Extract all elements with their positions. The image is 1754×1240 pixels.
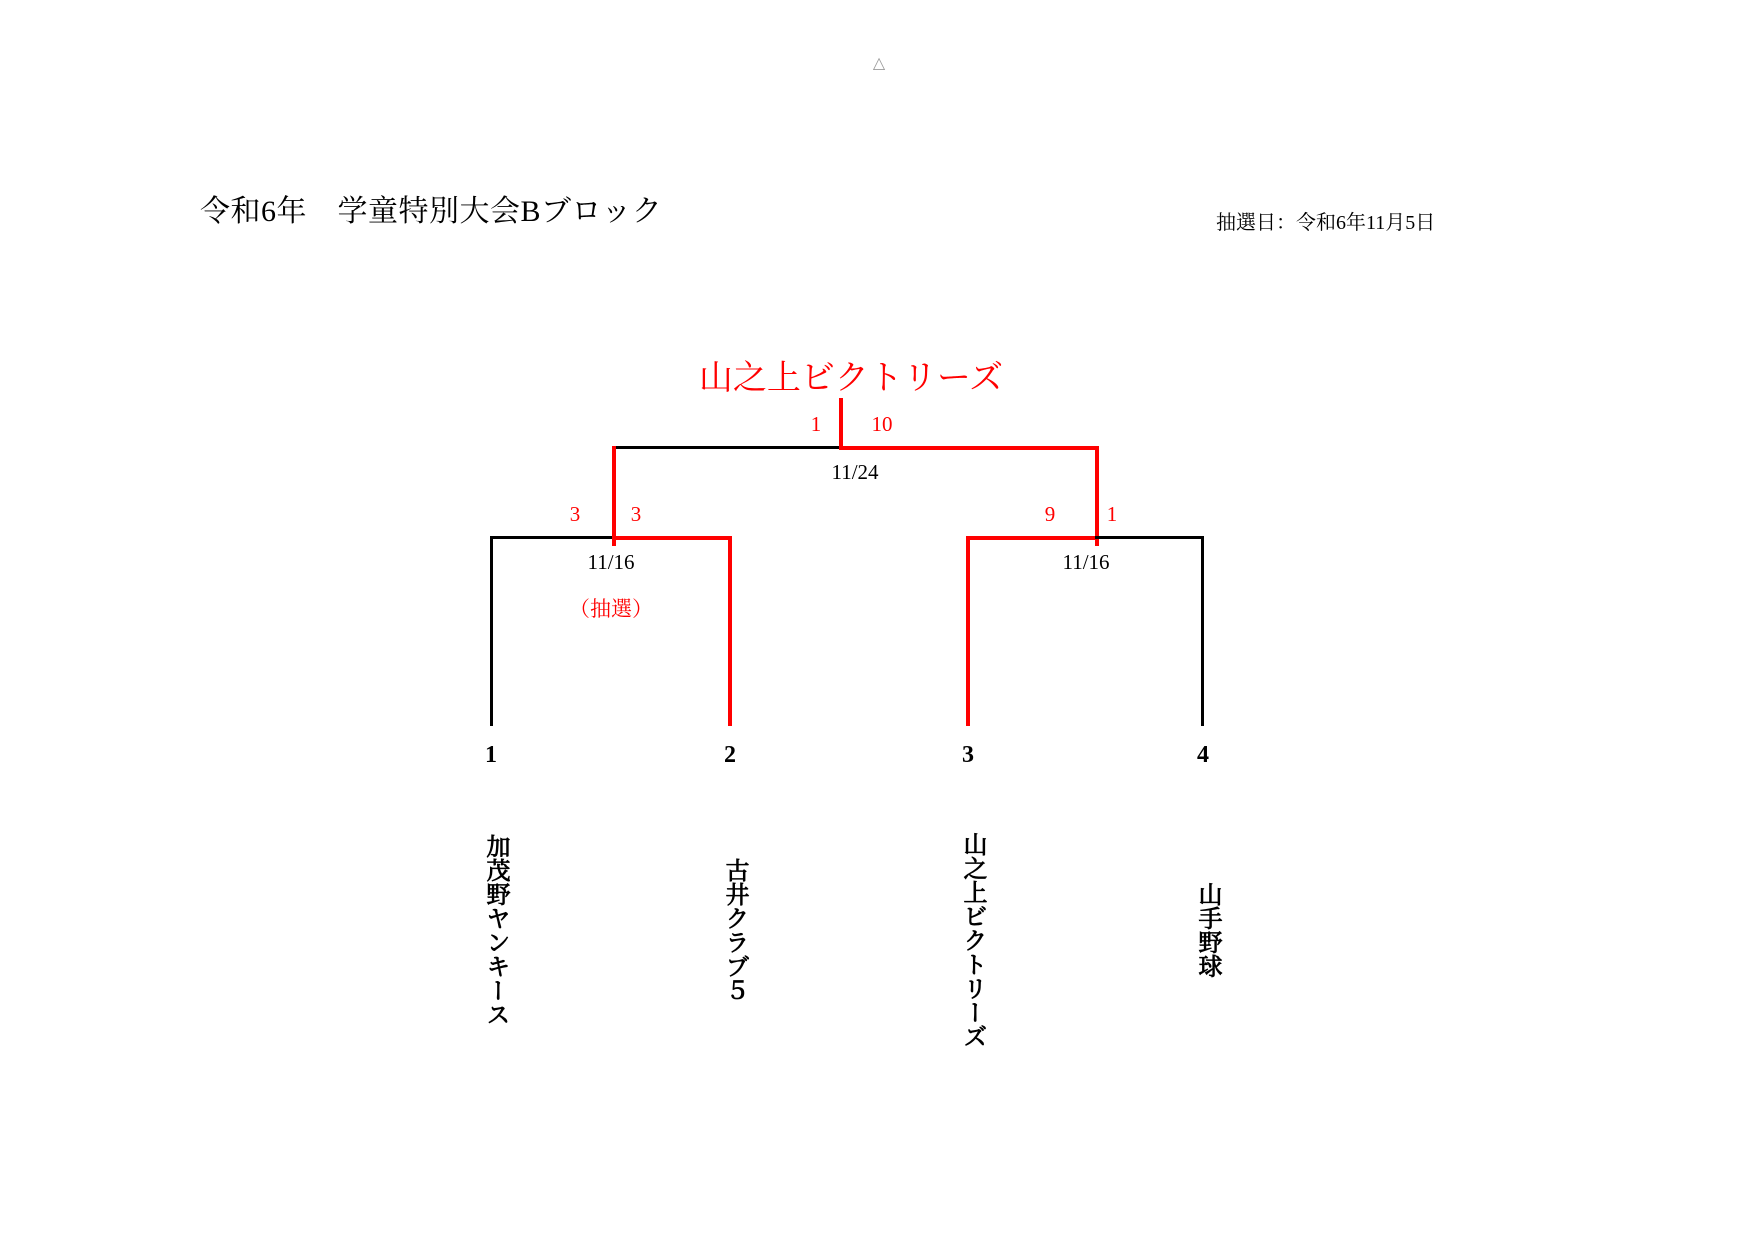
page-title: 令和6年 学童特別大会Bブロック bbox=[200, 195, 663, 228]
final-winner-stem bbox=[839, 398, 843, 448]
semifinal2-right-score: 1 bbox=[1106, 502, 1118, 526]
final-right-score: 10 bbox=[871, 412, 893, 436]
semifinal2-left-leg bbox=[966, 536, 970, 726]
final-left-score: 1 bbox=[810, 412, 822, 436]
team-seed-3: 3 bbox=[962, 742, 974, 768]
semifinal1-crossbar-right bbox=[612, 536, 732, 540]
semifinal1-note: （抽選） bbox=[569, 597, 653, 621]
page-top-marker-icon: △ bbox=[872, 55, 886, 72]
semifinal1-left-leg bbox=[490, 536, 493, 726]
semifinal2-crossbar-right bbox=[1095, 536, 1204, 539]
semifinal1-left-score: 3 bbox=[569, 502, 581, 526]
semifinal2-right-leg bbox=[1201, 536, 1204, 726]
team-name-3: 山之上ビクトリーズ bbox=[959, 832, 985, 1048]
team-seed-4: 4 bbox=[1197, 742, 1209, 768]
semifinal2-date: 11/16 bbox=[1062, 550, 1110, 574]
final-date: 11/24 bbox=[831, 460, 879, 484]
semifinal2-crossbar-left bbox=[966, 536, 1099, 540]
team-name-1: 加茂野ヤンキース bbox=[482, 834, 508, 1026]
semifinal1-right-leg bbox=[728, 536, 732, 726]
final-crossbar-left bbox=[612, 446, 842, 449]
semifinal2-left-score: 9 bbox=[1044, 502, 1056, 526]
semifinal1-crossbar-left bbox=[490, 536, 614, 539]
team-seed-1: 1 bbox=[485, 742, 497, 768]
final-left-drop bbox=[612, 446, 616, 546]
team-name-2: 古井クラブ５ bbox=[721, 858, 747, 1002]
champion-label: 山之上ビクトリーズ bbox=[698, 360, 1004, 397]
draw-date-label: 抽選日：令和6年11月5日 bbox=[1216, 212, 1436, 234]
semifinal1-date: 11/16 bbox=[587, 550, 635, 574]
team-name-4: 山手野球 bbox=[1194, 882, 1220, 978]
semifinal1-right-score: 3 bbox=[630, 502, 642, 526]
final-right-drop bbox=[1095, 446, 1099, 546]
team-seed-2: 2 bbox=[724, 742, 736, 768]
final-crossbar-right bbox=[839, 446, 1099, 450]
